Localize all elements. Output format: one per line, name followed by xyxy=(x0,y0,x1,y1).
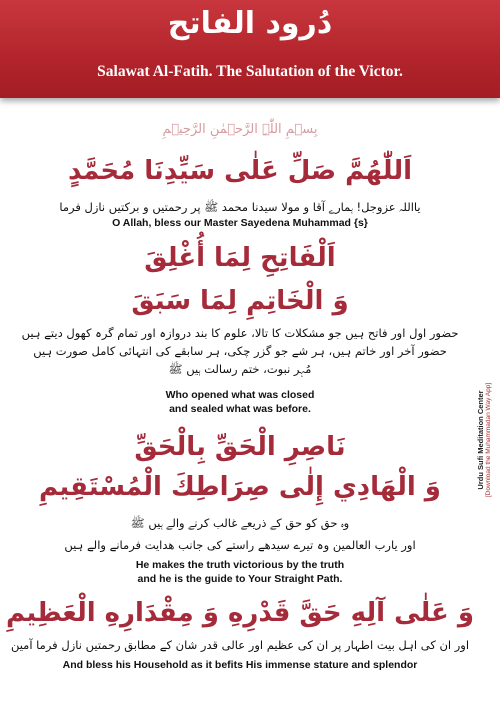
urdu-translation-1: یااللہ عزوجل! ہمارے آقا و مولا سیدنا محمد ﷺ پر رحمتیں و برکتیں نازل فرما xyxy=(59,200,421,214)
arabic-verse-4: وَ عَلٰى آلِهِ حَقَّ قَدْرِهِ وَ مِقْدَارِهِ الْعَظِيمِ xyxy=(5,598,475,628)
urdu-translation-2b: حضور آخر اور خاتم ہیں، ہر شے جو گزر چکی، ہر سابقے کی انتہائی کامل صورت ہیں xyxy=(33,344,447,358)
basmala: بِسۡمِ اللّٰہِ الرَّحۡمٰنِ الرَّحِیۡمِ xyxy=(162,122,318,137)
urdu-translation-2a: حضور اول اور فاتح ہیں جو مشکلات کا تالا، علوم کا بند دروازہ اور تمام گرہ کھول دیتے ہیں xyxy=(21,326,459,340)
urdu-translation-3a: وہ حق کو حق کے ذریعے غالب کرنے والے ہیں ﷺ xyxy=(130,516,350,530)
english-translation-2b: and sealed what was before. xyxy=(169,403,311,415)
urdu-translation-2c: مُہر نبوت، ختم رسالت ہیں ﷺ xyxy=(168,362,312,376)
english-translation-1: O Allah, bless our Master Sayedena Muhammad {s} xyxy=(112,217,368,229)
arabic-verse-2a: اَلْفَاتِحِ لِمَا أُغْلِقَ xyxy=(144,243,336,273)
page-title: دُرود الفاتح xyxy=(167,6,333,41)
credit-center-name: Urdu Sufi Meditation Center xyxy=(476,390,485,490)
credit-app-link[interactable]: [Download the Muhammadan Way App] xyxy=(485,382,492,498)
arabic-verse-3a: نَاصِرِ الْحَقِّ بِالْحَقِّ xyxy=(134,432,346,462)
arabic-verse-2b: وَ الْخَاتِمِ لِمَا سَبَقَ xyxy=(131,286,349,316)
english-translation-3b: and he is the guide to Your Straight Path. xyxy=(137,573,343,585)
arabic-verse-1: اَللّٰهُمَّ صَلِّ عَلٰى سَيِّدِنَا مُحَمَّدٍ xyxy=(67,156,413,186)
english-translation-2a: Who opened what was closed xyxy=(165,389,315,401)
urdu-translation-4: اور ان کی اہل بیت اطہار پر ان کی عظیم اور عالی قدر شان کے مطابق رحمتیں نازل فرما آمین xyxy=(10,638,470,652)
arabic-verse-3b: وَ الْهَادِي إِلٰى صِرَاطِكَ الْمُسْتَقِيمِ xyxy=(39,472,441,502)
page-subtitle: Salawat Al-Fatih. The Salutation of the Victor. xyxy=(97,63,403,80)
urdu-translation-3b: اور یارب العالمین وہ تیرے سیدھے راستے کی جانب هدایت فرمانے والے ہیں xyxy=(64,538,416,552)
english-translation-3a: He makes the truth victorious by the truth xyxy=(135,559,345,571)
english-translation-4: And bless his Household as it befits His immense stature and splendor xyxy=(62,659,418,671)
header-banner xyxy=(0,0,500,98)
side-credit xyxy=(476,360,492,520)
